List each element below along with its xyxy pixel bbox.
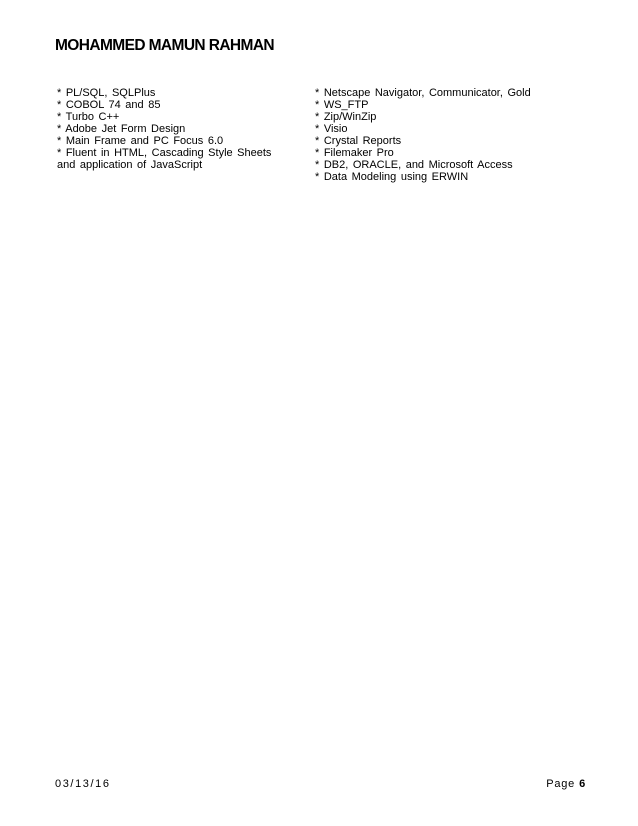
footer-page-indicator — [546, 778, 586, 790]
skill-item: * WS_FTP — [315, 99, 369, 111]
skill-item: * Visio — [315, 123, 348, 135]
skill-item: * Netscape Navigator, Communicator, Gold — [315, 87, 531, 99]
skill-item: * COBOL 74 and 85 — [57, 99, 161, 111]
skill-item: * Main Frame and PC Focus 6.0 — [57, 135, 224, 147]
skill-item: * Zip/WinZip — [315, 111, 377, 123]
skill-item: * PL/SQL, SQLPlus — [57, 87, 156, 99]
document-title: MOHAMMED MAMUN RAHMAN — [55, 37, 275, 54]
skill-item: * Filemaker Pro — [315, 147, 394, 159]
skill-item: * Data Modeling using ERWIN — [315, 171, 469, 183]
footer-date: 03/13/16 — [55, 778, 111, 790]
skill-item: * DB2, ORACLE, and Microsoft Access — [315, 159, 513, 171]
skills-column-left — [57, 87, 289, 171]
skill-item: * Adobe Jet Form Design — [57, 123, 186, 135]
page-number: 6 — [579, 778, 586, 790]
page-label: Page — [546, 778, 576, 790]
skill-item: * Turbo C++ — [57, 111, 120, 123]
skill-item: * Crystal Reports — [315, 135, 402, 147]
skill-item: * Fluent in HTML, Cascading Style Sheets and application of JavaScript — [57, 147, 272, 171]
skills-column-right — [315, 87, 550, 183]
